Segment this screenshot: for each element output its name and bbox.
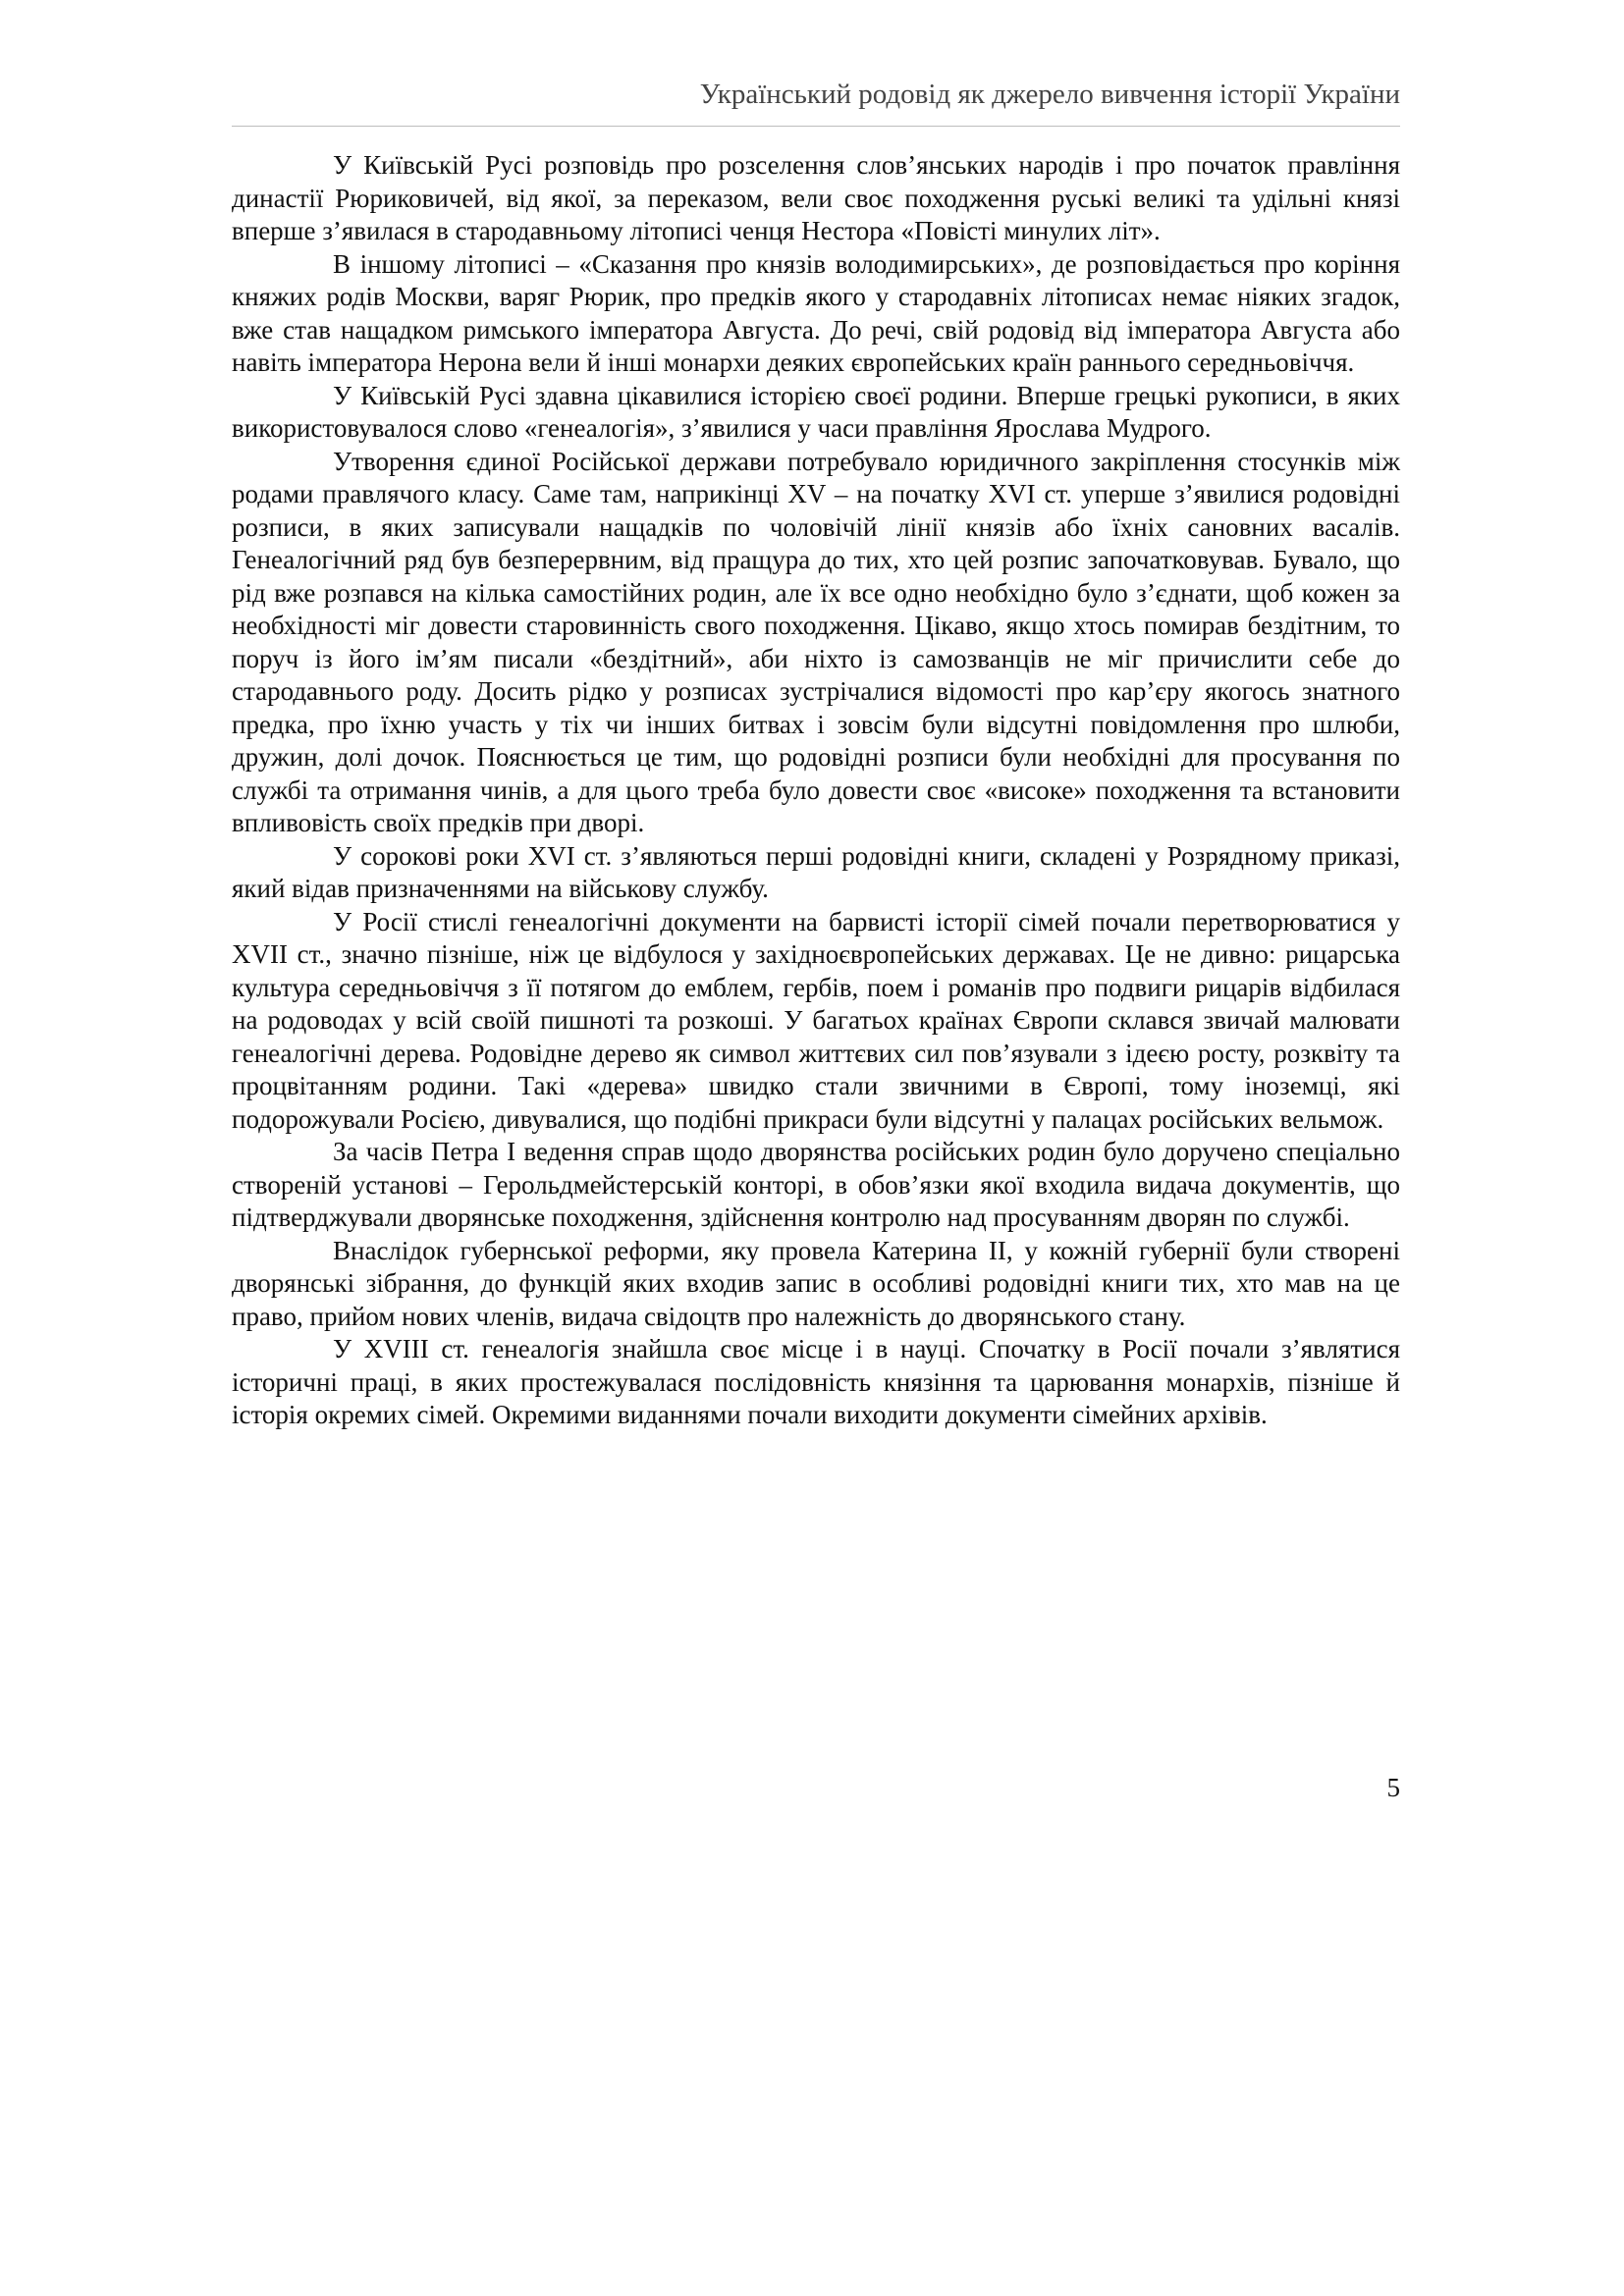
paragraph: В іншому літописі – «Сказання про князів володимирських», де розповідається про коріння княжих родів Москви, варяг Рюрик, про предків якого у стародавніх літописах немає ніяких згадок, вже став нащадком римського імператора Августа. До речі, свій родовід від імператора Августа або навіть імператора Нерона вели й інші монархи деяких європейських країн раннього середньовіччя. bbox=[232, 248, 1400, 377]
paragraph: У сорокові роки XVI ст. з’являються перші родовідні книги, складені у Розрядному приказі, який відав призначеннями на військову службу. bbox=[232, 840, 1400, 903]
paragraph: У Росії стислі генеалогічні документи на барвисті історії сімей почали перетворюватися у XVII ст., значно пізніше, ніж це відбулося у західноєвропейських державах. Це не дивно: рицарська культура середньовіччя з її потягом до емблем, гербів, поем і романів про подвиги рицарів відбилася на родоводах у всій своїй пишноті та розкоші. У багатьох країнах Європи склався звичай малювати генеалогічні дерева. Родовідне дерево як символ життєвих сил пов’язували з ідеєю росту, розквіту та процвітанням родини. Такі «дерева» швидко стали звичними в Європі, тому іноземці, які подорожували Росією, дивувалися, що подібні прикраси були відсутні у палацах російських вельмож. bbox=[232, 906, 1400, 1134]
paragraph: Внаслідок губернської реформи, яку провела Катерина II, у кожній губернії були створені дворянські зібрання, до функцій яких входив запис в особливі родовідні книги тих, хто мав на це право, прийом нових членів, видача свідоцтв про належність до дворянського стану. bbox=[232, 1235, 1400, 1331]
page-number: 5 bbox=[1386, 1773, 1400, 1802]
paragraph: У XVIII ст. генеалогія знайшла своє місце і в науці. Спочатку в Росії почали з’являтися історичні праці, в яких простежувалася послідовність князіння та царювання монархів, пізніше й історія окремих сімей. Окремими виданнями почали виходити документи сімейних архівів. bbox=[232, 1334, 1400, 1429]
paragraph: Утворення єдиної Російської держави потребувало юридичного закріплення стосунків між родами правлячого класу. Саме там, наприкінці XV – на початку XVI ст. уперше з’явилися родовідні розписи, в яких записували нащадків по чоловічій лінії князів або їхніх сановних васалів. Генеалогічний ряд був безперервним, від пращура до тих, хто цей розпис започатковував. Бувало, що рід вже розпався на кілька самостійних родин, але їх все одно необхідно було з’єднати, щоб кожен за необхідності міг довести старовинність свого походження. Цікаво, якщо хтось помирав бездітним, то поруч із його ім’ям писали «бездітний», аби ніхто із самозванців не міг причислити себе до стародавнього роду. Досить рідко у розписах зустрічалися відомості про кар’єру якогось знатного предка, про їхню участь у тіх чи інших битвах і зовсім були відсутні повідомлення про шлюби, дружин, долі дочок. Пояснюється це тим, що родовідні розписи були необхідні для просування по службі та отримання чинів, а для цього треба було довести своє «високе» походження та встановити впливовість своїх предків при дворі. bbox=[232, 446, 1400, 837]
paragraph: За часів Петра I ведення справ щодо дворянства російських родин було доручено спеціально створеній установі – Герольдмейстерській конторі, в обов’язки якої входила видача документів, що підтверджували дворянське походження, здійснення контролю над просуванням дворян по службі. bbox=[232, 1137, 1400, 1232]
paragraph: У Київській Русі здавна цікавилися історією своєї родини. Вперше грецькі рукописи, в яких використовувалося слово «генеалогія», з’явилися у часи правління Ярослава Мудрого. bbox=[232, 380, 1400, 443]
page-body bbox=[232, 149, 1400, 1432]
header-divider bbox=[232, 126, 1400, 127]
running-header: Український родовід як джерело вивчення історії України bbox=[699, 79, 1400, 110]
paragraph: У Київській Русі розповідь про розселення слов’янських народів і про початок правління династії Рюриковичей, від якої, за переказом, вели своє походження руські великі та удільні князі вперше з’явилася в стародавньому літописі ченця Нестора «Повісті минулих літ». bbox=[232, 150, 1400, 245]
